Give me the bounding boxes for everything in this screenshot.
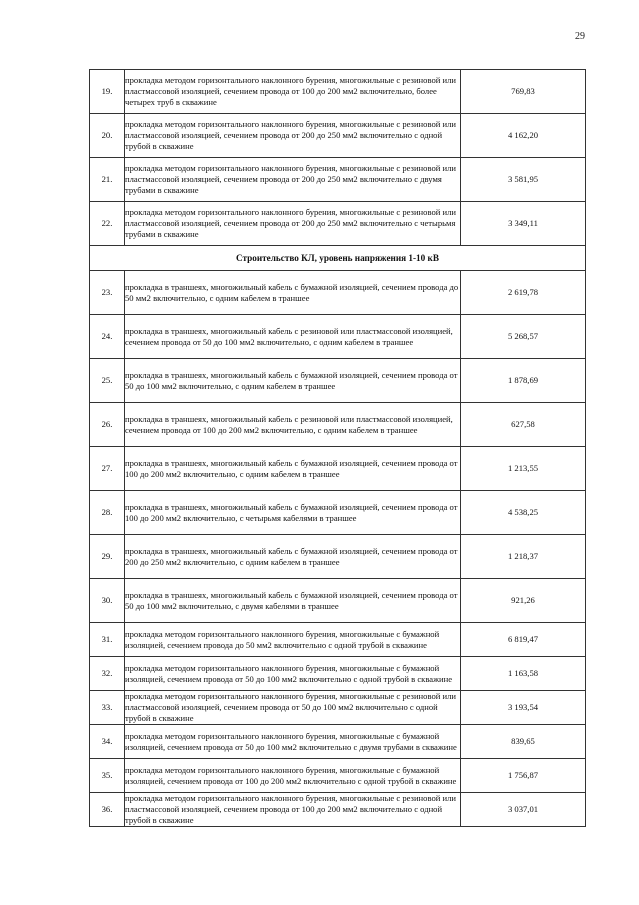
row-number: 30. (90, 579, 125, 623)
table-row (90, 158, 586, 202)
table-row (90, 202, 586, 246)
row-price: 4 538,25 (461, 491, 586, 535)
table-row (90, 70, 586, 114)
row-number: 24. (90, 315, 125, 359)
row-description: прокладка в траншеях, многожильный кабель с бумажной изоляцией, сечением провода от 50 до 100 мм2 включительно, с одним кабелем в траншее (125, 359, 461, 403)
row-price: 921,26 (461, 579, 586, 623)
row-price: 627,58 (461, 403, 586, 447)
row-price: 6 819,47 (461, 623, 586, 657)
price-table (89, 69, 586, 827)
row-number: 28. (90, 491, 125, 535)
row-price: 2 619,78 (461, 271, 586, 315)
row-number: 22. (90, 202, 125, 246)
row-price: 1 878,69 (461, 359, 586, 403)
table-row (90, 403, 586, 447)
row-number: 29. (90, 535, 125, 579)
row-price: 839,65 (461, 725, 586, 759)
table-row (90, 114, 586, 158)
row-price: 3 581,95 (461, 158, 586, 202)
row-number: 19. (90, 70, 125, 114)
table-row (90, 579, 586, 623)
row-description: прокладка методом горизонтального наклонного бурения, многожильные с бумажной изоляцией, сечением провода до 50 мм2 включительно с одной трубой в скважине (125, 623, 461, 657)
row-price: 4 162,20 (461, 114, 586, 158)
row-description: прокладка методом горизонтального наклонного бурения, многожильные с резиновой или пластмассовой изоляцией, сечением провода от 50 до 100 мм2 включительно с одной трубой в скважине (125, 691, 461, 725)
table-row (90, 491, 586, 535)
table-row (90, 691, 586, 725)
table-row (90, 793, 586, 827)
row-description: прокладка методом горизонтального наклонного бурения, многожильные с резиновой или пластмассовой изоляцией, сечением провода от 200 до 250 мм2 включительно с четырьмя трубами в скважине (125, 202, 461, 246)
row-description: прокладка методом горизонтального наклонного бурения, многожильные с бумажной изоляцией, сечением провода от 50 до 100 мм2 включительно с двумя трубами в скважине (125, 725, 461, 759)
table-row (90, 623, 586, 657)
row-price: 769,83 (461, 70, 586, 114)
table-row (90, 759, 586, 793)
table-row (90, 359, 586, 403)
row-number: 23. (90, 271, 125, 315)
row-price: 5 268,57 (461, 315, 586, 359)
row-description: прокладка в траншеях, многожильный кабель с бумажной изоляцией, сечением провода от 50 до 100 мм2 включительно, с двумя кабелями в траншее (125, 579, 461, 623)
row-number: 27. (90, 447, 125, 491)
row-description: прокладка методом горизонтального наклонного бурения, многожильные с резиновой или пластмассовой изоляцией, сечением провода от 200 до 250 мм2 включительно с одной трубой в скважине (125, 114, 461, 158)
row-number: 36. (90, 793, 125, 827)
row-number: 26. (90, 403, 125, 447)
row-description: прокладка методом горизонтального наклонного бурения, многожильные с бумажной изоляцией, сечением провода от 100 до 200 мм2 включительно с одной трубой в скважине (125, 759, 461, 793)
row-number: 21. (90, 158, 125, 202)
row-description: прокладка в траншеях, многожильный кабель с резиновой или пластмассовой изоляцией, сечением провода от 100 до 200 мм2 включительно, с одним кабелем в траншее (125, 403, 461, 447)
row-number: 25. (90, 359, 125, 403)
row-number: 35. (90, 759, 125, 793)
section-header-row (90, 246, 586, 271)
row-description: прокладка методом горизонтального наклонного бурения, многожильные с резиновой или пластмассовой изоляцией, сечением провода от 100 до 200 мм2 включительно, более четырех труб в скважине (125, 70, 461, 114)
row-number: 31. (90, 623, 125, 657)
row-description: прокладка методом горизонтального наклонного бурения, многожильные с резиновой или пластмассовой изоляцией, сечением провода от 200 до 250 мм2 включительно с двумя трубами в скважине (125, 158, 461, 202)
row-description: прокладка в траншеях, многожильный кабель с бумажной изоляцией, сечением провода до 50 мм2 включительно, с одним кабелем в траншее (125, 271, 461, 315)
table-row (90, 725, 586, 759)
row-number: 32. (90, 657, 125, 691)
table-row (90, 271, 586, 315)
page-number: 29 (575, 31, 585, 42)
row-description: прокладка методом горизонтального наклонного бурения, многожильные с резиновой или пластмассовой изоляцией, сечением провода от 100 до 200 мм2 включительно с одной трубой в скважине (125, 793, 461, 827)
row-price: 1 213,55 (461, 447, 586, 491)
section-title: Строительство КЛ, уровень напряжения 1-10 кВ (90, 246, 586, 271)
row-description: прокладка в траншеях, многожильный кабель с бумажной изоляцией, сечением провода от 100 до 200 мм2 включительно, с четырьмя кабелями в траншее (125, 491, 461, 535)
row-number: 20. (90, 114, 125, 158)
row-number: 34. (90, 725, 125, 759)
row-description: прокладка в траншеях, многожильный кабель с резиновой или пластмассовой изоляцией, сечением провода от 50 до 100 мм2 включительно, с одним кабелем в траншее (125, 315, 461, 359)
row-description: прокладка методом горизонтального наклонного бурения, многожильные с бумажной изоляцией, сечением провода от 50 до 100 мм2 включительно с одной трубой в скважине (125, 657, 461, 691)
table-row (90, 657, 586, 691)
row-description: прокладка в траншеях, многожильный кабель с бумажной изоляцией, сечением провода от 200 до 250 мм2 включительно, с одним кабелем в траншее (125, 535, 461, 579)
row-price: 3 349,11 (461, 202, 586, 246)
table-row (90, 447, 586, 491)
table-row (90, 535, 586, 579)
row-price: 3 193,54 (461, 691, 586, 725)
row-description: прокладка в траншеях, многожильный кабель с бумажной изоляцией, сечением провода от 100 до 200 мм2 включительно, с одним кабелем в траншее (125, 447, 461, 491)
row-price: 3 037,01 (461, 793, 586, 827)
row-number: 33. (90, 691, 125, 725)
table-row (90, 315, 586, 359)
row-price: 1 756,87 (461, 759, 586, 793)
row-price: 1 218,37 (461, 535, 586, 579)
row-price: 1 163,58 (461, 657, 586, 691)
